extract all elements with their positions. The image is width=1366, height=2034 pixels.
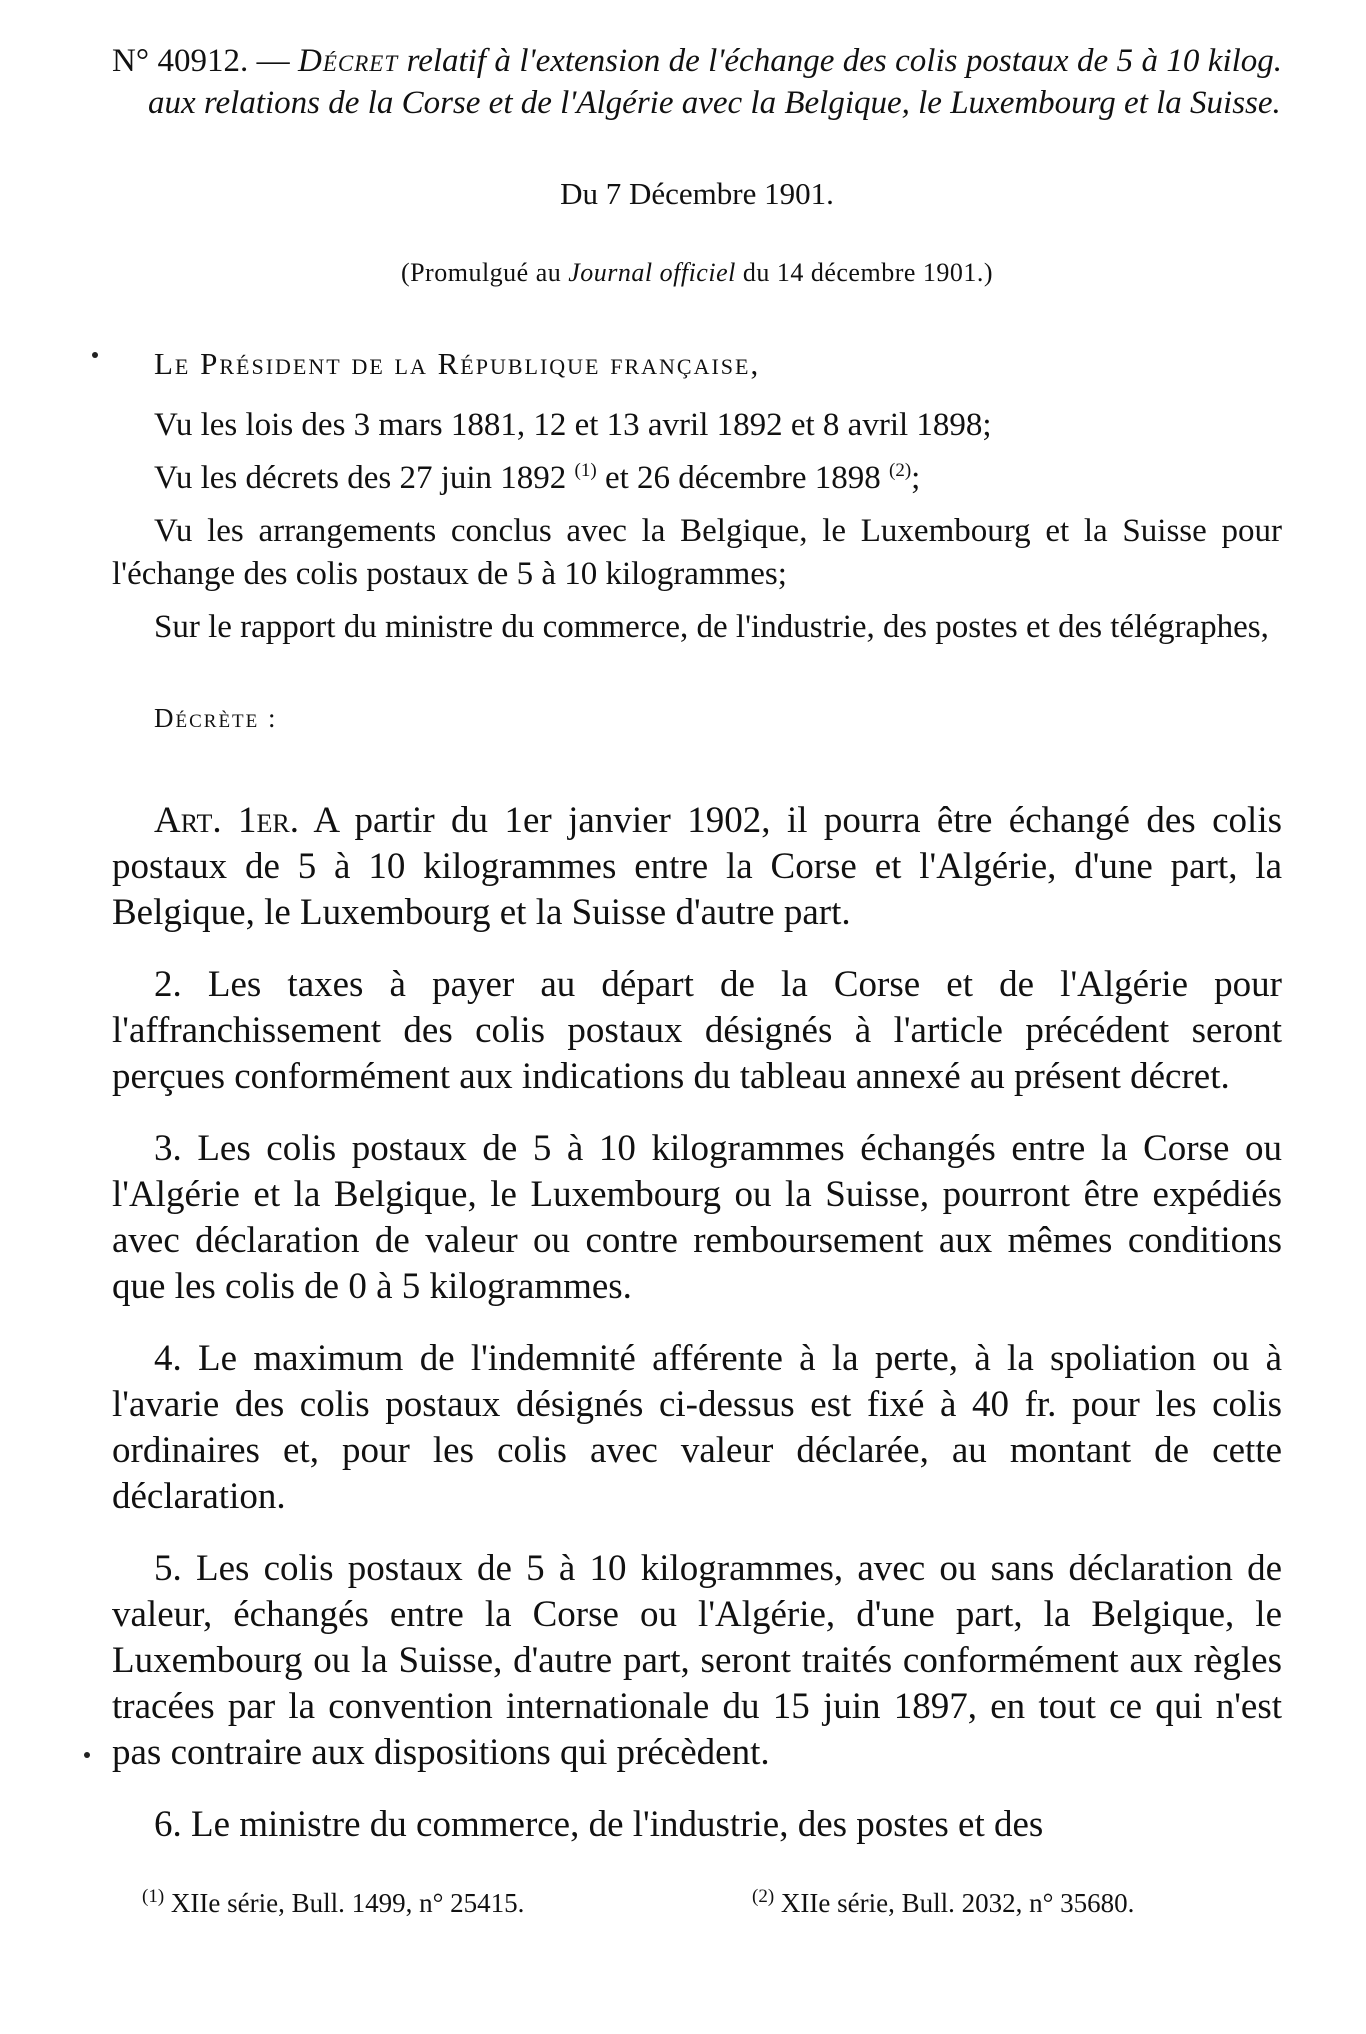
article-3-text: Les colis postaux de 5 à 10 kilogrammes échangés entre la Corse ou l'Algérie et la Belgique, le Luxembourg ou la Suisse, pourront être expédiés avec déclaration de valeur ou contre remboursement aux mêmes conditions que les colis de 0 à 5 kilogrammes. xyxy=(112,1128,1282,1307)
document-page xyxy=(112,40,1282,1848)
article-5-text: Les colis postaux de 5 à 10 kilogrammes, avec ou sans déclaration de valeur, échangés entre la Corse ou l'Algérie, d'une part, la Belgique, le Luxembourg ou la Suisse, d'autre part, seront traités conformément aux règles tracées par la convention internationale du 15 juin 1897, en tout ce qui n'est pas contraire aux dispositions qui précèdent. xyxy=(112,1548,1282,1773)
print-speck xyxy=(84,1752,90,1758)
footnote-1-text: XIIe série, Bull. 1499, n° 25415. xyxy=(170,1888,525,1918)
considerant-decrets-c: ; xyxy=(911,460,921,496)
decree-title-line3: Luxembourg et la Suisse. xyxy=(950,85,1281,121)
print-speck xyxy=(92,352,98,358)
article-1-text: A partir du 1er janvier 1902, il pourra être échangé des colis postaux de 5 à 10 kilogrammes entre la Corse et l'Algérie, d'une part, la Belgique, le Luxembourg et la Suisse d'autre part. xyxy=(112,800,1283,933)
decree-title-smallcaps: Décret xyxy=(298,43,399,79)
article-4 xyxy=(112,1336,1282,1520)
article-3-head: 3. xyxy=(154,1128,182,1169)
article-6 xyxy=(112,1802,1282,1848)
considerant-decrets-a: Vu les décrets des 27 juin 1892 xyxy=(154,460,567,496)
decree-number: N° 40912. — xyxy=(112,43,290,79)
article-2-head: 2. xyxy=(154,964,182,1005)
considerant-rapport: Sur le rapport du ministre du commerce, de l'industrie, des postes et des télégraphes, xyxy=(154,609,1269,645)
footnote-ref-1: (1) xyxy=(574,460,597,481)
promulgation-after: du 14 décembre 1901.) xyxy=(742,258,994,287)
promulgation-before: (Promulgué au xyxy=(400,258,562,287)
footnote-1-mark: (1) xyxy=(142,1886,165,1907)
considerant-decrets-b: et 26 décembre 1898 xyxy=(604,460,881,496)
decree-title-line2: 5 à 10 kilog. aux relations de la Corse et de l'Algérie avec la Belgique, le xyxy=(148,43,1283,121)
article-5-head: 5. xyxy=(154,1548,182,1589)
article-1-head: Art. 1er. xyxy=(154,800,300,841)
footnote-2-text: XIIe série, Bull. 2032, n° 35680. xyxy=(780,1888,1135,1918)
decree-date: Du 7 Décembre 1901. xyxy=(560,176,834,211)
article-1 xyxy=(112,798,1282,936)
article-2-text: Les taxes à payer au départ de la Corse et de l'Algérie pour l'affranchissement des colis postaux désignés à l'article précédent seront perçues conformément aux indications du tableau annexé au présent décret. xyxy=(112,964,1283,1097)
article-5 xyxy=(112,1546,1282,1776)
promulgation-note xyxy=(112,258,1282,288)
article-4-head: 4. xyxy=(154,1338,182,1379)
footnotes xyxy=(142,1888,1282,1919)
footnote-2 xyxy=(752,1888,1282,1919)
footnote-1 xyxy=(142,1888,752,1919)
footnote-2-mark: (2) xyxy=(752,1886,775,1907)
article-6-text: Le ministre du commerce, de l'industrie, des postes et des xyxy=(191,1804,1044,1845)
article-3 xyxy=(112,1126,1282,1310)
decree-title-line1: relatif à l'extension de l'échange des colis postaux de xyxy=(406,43,1109,79)
considerant-lois: Vu les lois des 3 mars 1881, 12 et 13 avril 1892 et 8 avril 1898; xyxy=(154,407,992,443)
considerant-decrets xyxy=(112,457,1282,500)
article-2 xyxy=(112,962,1282,1100)
article-6-head: 6. xyxy=(154,1804,182,1845)
footnote-ref-2: (2) xyxy=(889,460,912,481)
decree-title xyxy=(112,40,1282,124)
article-4-text: Le maximum de l'indemnité afférente à la perte, à la spoliation ou à l'avarie des colis postaux désignés ci-dessus est fixé à 40 fr. pour les colis ordinaires et, pour les colis avec valeur déclarée, au montant de cette déclaration. xyxy=(112,1338,1282,1517)
president-heading: Le Président de la République française, xyxy=(154,346,761,381)
promulgation-journal: Journal officiel xyxy=(568,258,736,287)
decrete-heading: Décrète : xyxy=(154,703,278,733)
considerant-arrangements: Vu les arrangements conclus avec la Belgique, le Luxembourg et la Suisse pour l'échange des colis postaux de 5 à 10 kilogrammes; xyxy=(112,513,1282,592)
